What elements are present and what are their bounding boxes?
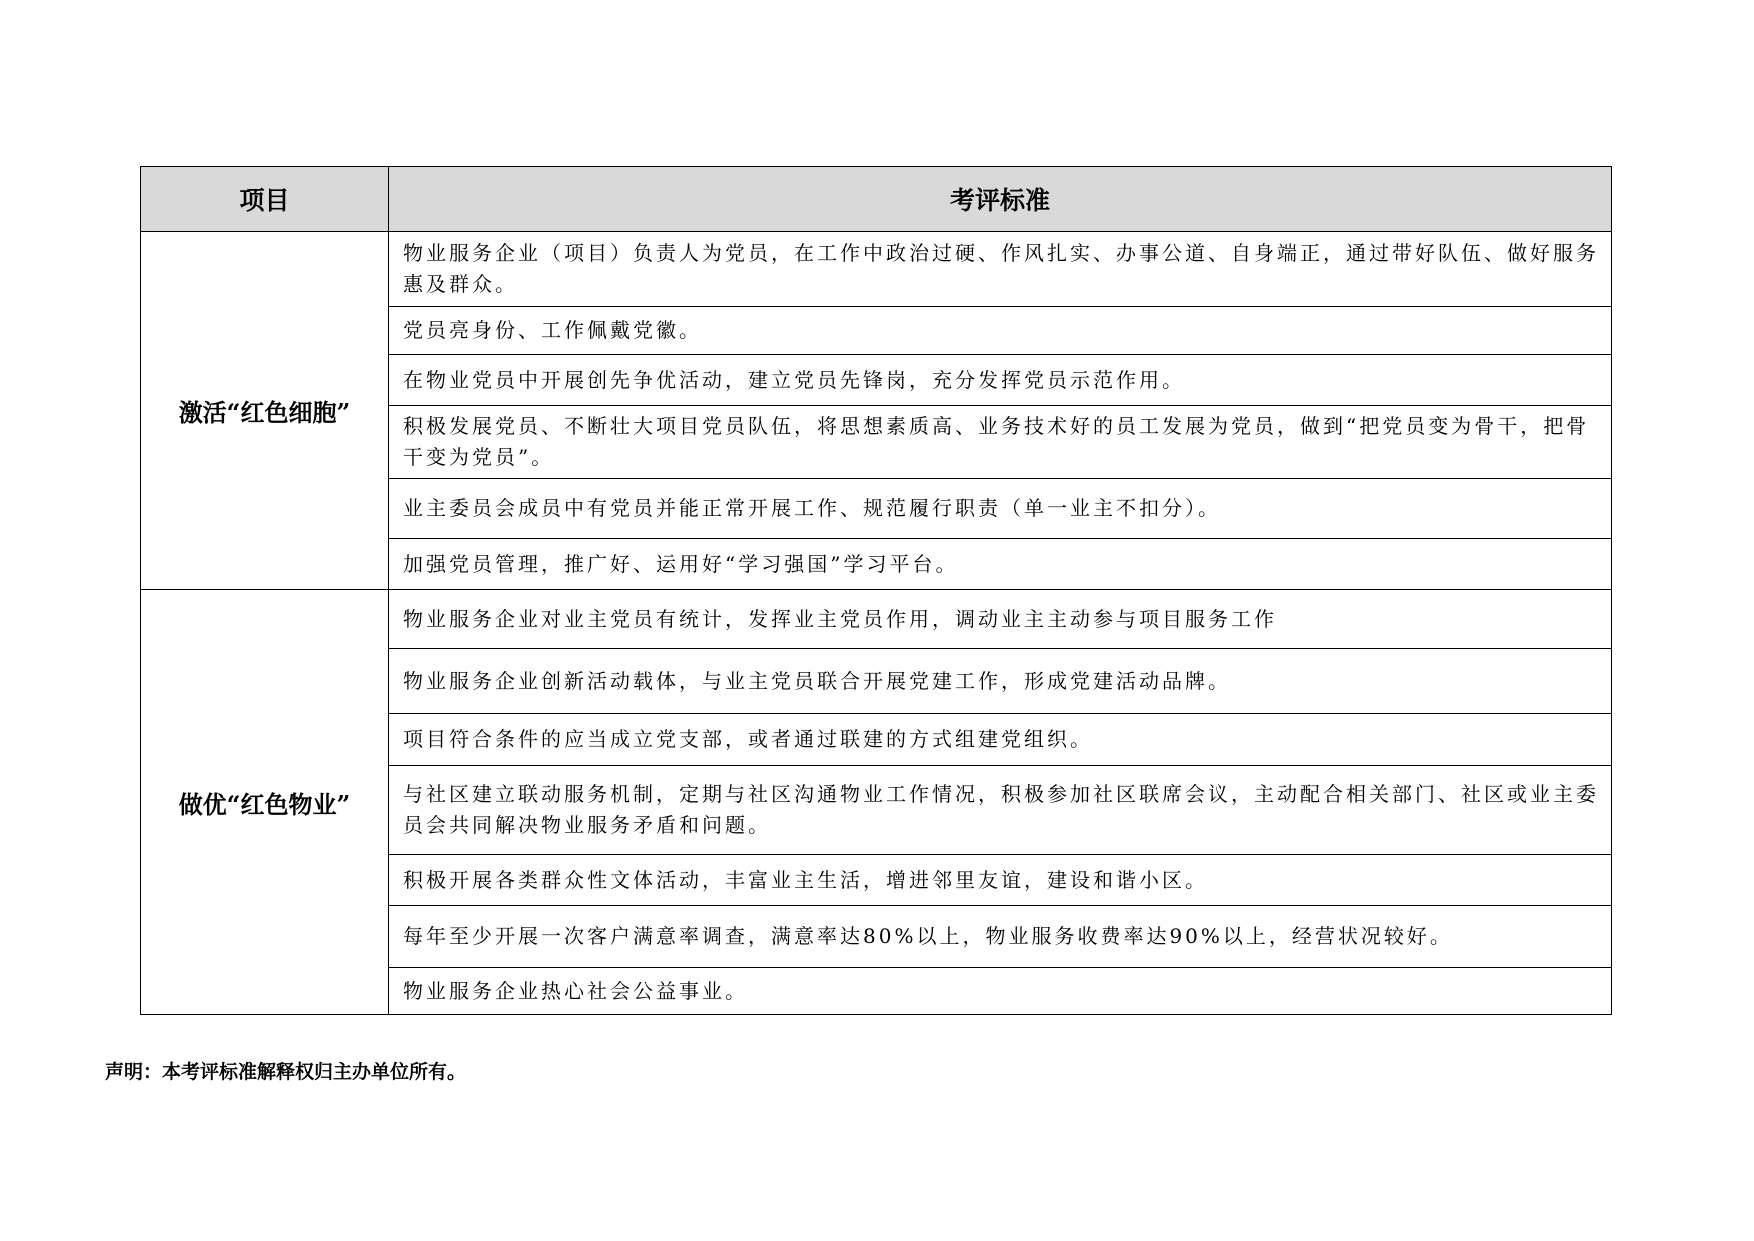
category-cell-activate: 激活“红色细胞” bbox=[141, 232, 389, 590]
header-item: 项目 bbox=[141, 167, 389, 232]
criteria-cell: 与社区建立联动服务机制，定期与社区沟通物业工作情况，积极参加社区联席会议，主动配合相关部门、社区或业主委员会共同解决物业服务矛盾和问题。 bbox=[389, 766, 1612, 855]
criteria-cell: 积极开展各类群众性文体活动，丰富业主生活，增进邻里友谊，建设和谐小区。 bbox=[389, 855, 1612, 906]
table-row bbox=[141, 232, 1612, 307]
criteria-cell: 物业服务企业对业主党员有统计，发挥业主党员作用，调动业主主动参与项目服务工作 bbox=[389, 590, 1612, 649]
criteria-cell: 物业服务企业创新活动载体，与业主党员联合开展党建工作，形成党建活动品牌。 bbox=[389, 649, 1612, 714]
header-criteria: 考评标准 bbox=[389, 167, 1612, 232]
criteria-cell: 在物业党员中开展创先争优活动，建立党员先锋岗，充分发挥党员示范作用。 bbox=[389, 355, 1612, 406]
criteria-cell: 加强党员管理，推广好、运用好“学习强国”学习平台。 bbox=[389, 539, 1612, 590]
criteria-cell: 党员亮身份、工作佩戴党徽。 bbox=[389, 307, 1612, 355]
criteria-cell: 业主委员会成员中有党员并能正常开展工作、规范履行职责（单一业主不扣分）。 bbox=[389, 479, 1612, 539]
criteria-cell: 积极发展党员、不断壮大项目党员队伍，将思想素质高、业务技术好的员工发展为党员，做到“把党员变为骨干，把骨干变为党员”。 bbox=[389, 406, 1612, 479]
statement-note: 声明：本考评标准解释权归主办单位所有。 bbox=[105, 1061, 467, 1083]
category-cell-optimize: 做优“红色物业” bbox=[141, 590, 389, 1015]
criteria-cell: 项目符合条件的应当成立党支部，或者通过联建的方式组建党组织。 bbox=[389, 714, 1612, 766]
table-row bbox=[141, 590, 1612, 649]
criteria-table bbox=[140, 166, 1612, 1015]
header-row bbox=[141, 167, 1612, 232]
criteria-cell: 物业服务企业热心社会公益事业。 bbox=[389, 968, 1612, 1015]
criteria-cell: 每年至少开展一次客户满意率调查，满意率达80%以上，物业服务收费率达90%以上，经营状况较好。 bbox=[389, 906, 1612, 968]
criteria-cell: 物业服务企业（项目）负责人为党员，在工作中政治过硬、作风扎实、办事公道、自身端正，通过带好队伍、做好服务惠及群众。 bbox=[389, 232, 1612, 307]
